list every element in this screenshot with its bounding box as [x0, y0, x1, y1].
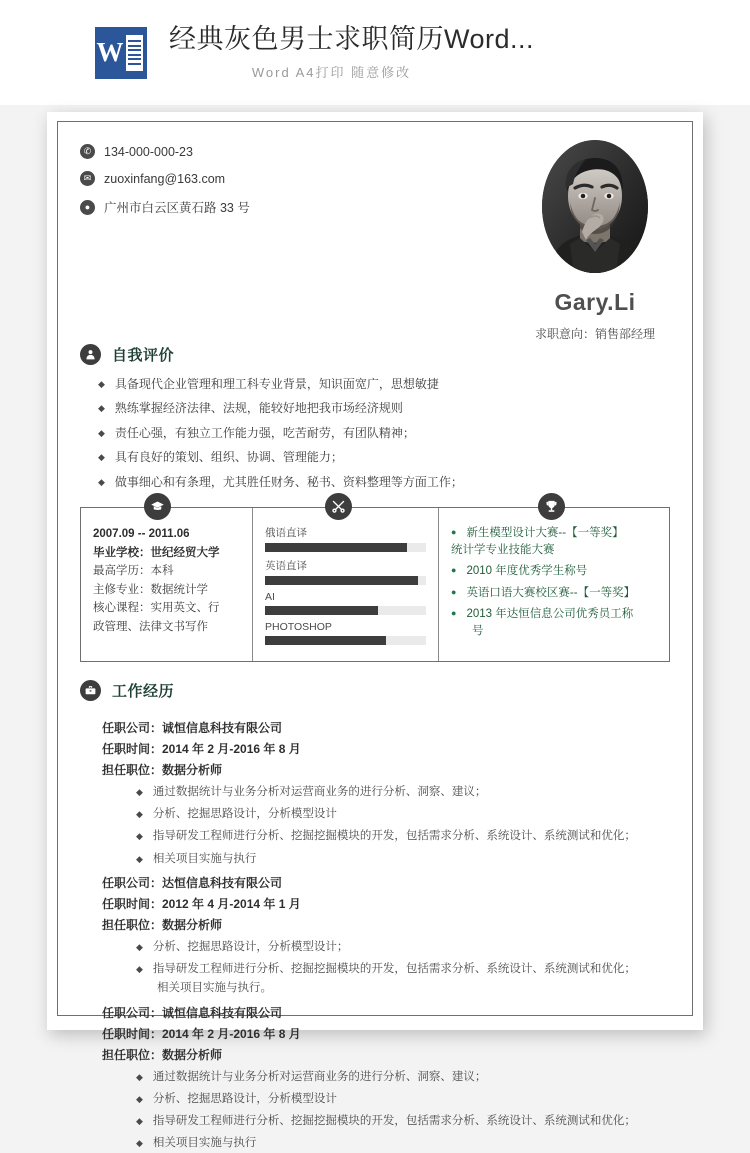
- diamond-bullet-icon: ◆: [98, 452, 105, 463]
- list-item: [136, 828, 670, 845]
- work-experience-heading: [80, 680, 670, 701]
- resume-page: [47, 112, 703, 1150]
- skill-label: 英语直译: [265, 559, 307, 572]
- header-row: [80, 138, 670, 342]
- dot-bullet-icon: ●: [451, 586, 457, 597]
- list-item: [136, 806, 670, 823]
- list-item-text: 熟练掌握经济法律、法规，能较好地把我市场经济规则: [114, 401, 403, 416]
- list-item: [98, 400, 670, 417]
- contact-phone-value: 134-000-000-23: [104, 144, 193, 159]
- self-evaluation-title: 自我评价: [112, 347, 175, 364]
- diamond-bullet-icon: ◆: [98, 403, 105, 414]
- list-item-text: 2013 年达恒信息公司优秀员工称: [466, 607, 634, 620]
- job-period: 任职时间：2014 年 2 月-2016 年 8 月: [102, 741, 301, 756]
- list-item: [98, 449, 670, 466]
- self-evaluation-heading: [80, 344, 670, 365]
- list-item-text: 新生模型设计大赛--【一等奖】: [466, 526, 624, 539]
- profile-job-intent: 求职意向：销售部经理: [534, 327, 655, 341]
- diamond-bullet-icon: ◆: [136, 853, 143, 864]
- contact-email: [80, 171, 520, 186]
- self-evaluation-list: [80, 376, 670, 491]
- contact-phone: [80, 144, 520, 159]
- skill-bar-fill: [265, 543, 407, 552]
- word-logo-letter: W: [96, 37, 124, 67]
- contact-address-value: 广州市白云区黄石路 33 号: [104, 201, 250, 215]
- contact-address: [80, 198, 520, 216]
- work-experience-title: 工作经历: [112, 682, 175, 700]
- resume-page-inner-border: [57, 121, 693, 1150]
- list-item-text: 通过数据统计与业务分析对运营商业务的进行分析、洞察、建议；: [152, 785, 487, 798]
- diamond-bullet-icon: ◆: [136, 964, 143, 975]
- job-entry: [80, 718, 670, 868]
- list-item-text: 通过数据统计与业务分析对运营商业务的进行分析、洞察、建议；: [152, 1070, 487, 1083]
- skill-bar-fill: [265, 576, 418, 585]
- list-item: [136, 939, 670, 956]
- skill-bar-fill: [265, 636, 386, 645]
- dot-bullet-icon: ●: [451, 565, 457, 576]
- skill-item: [265, 558, 426, 585]
- skill-bar-fill: [265, 606, 378, 615]
- list-item-text: 指导研发工程师进行分析、挖掘挖掘模块的开发，包括需求分析、系统设计、系统测试和优化；: [152, 1115, 636, 1128]
- list-item: [98, 474, 670, 491]
- list-item: [136, 1135, 670, 1152]
- job-period: 任职时间：2012 年 4 月-2014 年 1 月: [102, 896, 301, 911]
- list-item-text: 做事细心和有条理，尤其胜任财务、秘书、资料整理等方面工作；: [114, 474, 463, 489]
- jobs-list: [80, 718, 670, 1153]
- list-item-continuation: [136, 980, 670, 997]
- list-item-text: 指导研发工程师进行分析、挖掘挖掘模块的开发，包括需求分析、系统设计、系统测试和优化；: [152, 830, 636, 843]
- job-company: 任职公司：诚恒信息科技有限公司: [102, 720, 283, 735]
- dot-bullet-icon: ●: [451, 526, 457, 537]
- list-item-text: 相关项目实施与执行。: [157, 982, 272, 995]
- diamond-bullet-icon: ◆: [136, 786, 143, 797]
- job-company: 任职公司：达恒信息科技有限公司: [102, 875, 283, 890]
- top-banner: [0, 0, 750, 105]
- tools-icon: [325, 493, 352, 520]
- list-item: [136, 961, 670, 978]
- profile-block: [520, 138, 670, 342]
- skill-label: AI: [265, 590, 275, 603]
- skill-item: [265, 591, 426, 615]
- list-item-text: 相关项目实施与执行: [152, 852, 257, 865]
- list-item: [136, 1091, 670, 1108]
- education-line: 最高学历：本科: [93, 565, 174, 578]
- list-item: [451, 563, 657, 580]
- skill-bar-track: [265, 606, 426, 615]
- list-item: [98, 376, 670, 393]
- list-item-text: 分析、挖掘思路设计，分析模型设计: [152, 1092, 337, 1105]
- dot-bullet-icon: ●: [451, 607, 457, 618]
- graduation-cap-icon: [144, 493, 171, 520]
- award-continuation: 号: [472, 625, 484, 638]
- contact-block: [80, 138, 520, 342]
- diamond-bullet-icon: ◆: [98, 476, 105, 487]
- list-item-text: 具备现代企业管理和理工科专业背景，知识面宽广，思想敏捷: [114, 377, 439, 391]
- education-line: 毕业学校：世纪经贸大学: [93, 546, 220, 559]
- word-logo-icon: [95, 27, 147, 79]
- list-item: [451, 585, 657, 602]
- avatar-portrait-icon: [542, 140, 648, 273]
- diamond-bullet-icon: ◆: [136, 1116, 143, 1127]
- skill-item: [265, 621, 426, 645]
- banner-text-group: [169, 24, 534, 81]
- education-column: [81, 508, 253, 661]
- awards-list: [451, 525, 657, 641]
- list-item: [451, 525, 657, 542]
- job-company: 任职公司：诚恒信息科技有限公司: [102, 1005, 283, 1020]
- job-position: 担任职位：数据分析师: [102, 762, 223, 777]
- awards-column: [439, 508, 669, 661]
- word-logo-lines: [126, 35, 143, 71]
- email-icon: ✉: [80, 171, 95, 186]
- education-line: 政管理、法律文书写作: [93, 621, 208, 634]
- diamond-bullet-icon: ◆: [136, 1071, 143, 1082]
- list-item-text: 具有良好的策划、组织、协调、管理能力；: [114, 450, 343, 465]
- list-item: [98, 425, 670, 442]
- award-continuation: 统计学专业技能大赛: [451, 544, 555, 557]
- job-entry: [80, 1003, 670, 1153]
- banner-subtitle: Word A4打印 随意修改: [251, 65, 412, 81]
- education-line: 2007.09 -- 2011.06: [93, 527, 190, 540]
- list-item-text: 分析、挖掘思路设计，分析模型设计: [152, 808, 337, 821]
- briefcase-icon: [80, 680, 101, 701]
- location-icon: ●: [80, 200, 95, 215]
- list-item-text: 指导研发工程师进行分析、挖掘挖掘模块的开发，包括需求分析、系统设计、系统测试和优化；: [152, 963, 636, 976]
- job-bullet-list: [80, 784, 670, 868]
- job-bullet-list: [80, 939, 670, 998]
- education-line: 主修专业：数据统计学: [93, 583, 208, 596]
- diamond-bullet-icon: ◆: [136, 941, 143, 952]
- list-item-text: 2010 年度优秀学生称号: [466, 565, 588, 578]
- skill-label: PHOTOSHOP: [265, 620, 332, 633]
- skill-label: 俄语直译: [265, 526, 307, 539]
- job-position: 担任职位：数据分析师: [102, 1047, 223, 1062]
- education-skills-awards-box: [80, 507, 670, 662]
- diamond-bullet-icon: ◆: [136, 831, 143, 842]
- banner-title: 经典灰色男士求职简历Word...: [169, 23, 535, 54]
- list-item: [136, 784, 670, 801]
- skills-column: [253, 508, 439, 661]
- list-item: [136, 1069, 670, 1086]
- diamond-bullet-icon: ◆: [136, 1138, 143, 1149]
- avatar: [542, 140, 648, 273]
- education-line: 核心课程：实用英文、行: [93, 602, 220, 615]
- list-item: [451, 606, 657, 623]
- phone-icon: ✆: [80, 144, 95, 159]
- list-item: [136, 851, 670, 868]
- person-icon: [80, 344, 101, 365]
- diamond-bullet-icon: ◆: [98, 379, 105, 389]
- job-period: 任职时间：2014 年 2 月-2016 年 8 月: [102, 1026, 301, 1041]
- skill-bar-track: [265, 636, 426, 645]
- list-item-text: 相关项目实施与执行: [152, 1137, 257, 1150]
- skill-bar-track: [265, 543, 426, 552]
- skill-item: [265, 525, 426, 552]
- list-item-text: 分析、挖掘思路设计，分析模型设计；: [152, 940, 349, 953]
- job-bullet-list: [80, 1069, 670, 1153]
- contact-email-value: zuoxinfang@163.com: [104, 171, 226, 186]
- trophy-icon: [538, 493, 565, 520]
- diamond-bullet-icon: ◆: [136, 809, 143, 820]
- job-entry: [80, 873, 670, 998]
- profile-name: Gary.Li: [554, 289, 636, 315]
- job-position: 担任职位：数据分析师: [102, 917, 223, 932]
- list-item-text: 责任心强，有独立工作能力强，吃苦耐劳，有团队精神；: [114, 425, 415, 440]
- list-item: [136, 1113, 670, 1130]
- list-item-text: 英语口语大赛校区赛--【一等奖】: [466, 586, 636, 599]
- diamond-bullet-icon: ◆: [136, 1093, 143, 1104]
- skill-bar-track: [265, 576, 426, 585]
- diamond-bullet-icon: ◆: [98, 427, 105, 438]
